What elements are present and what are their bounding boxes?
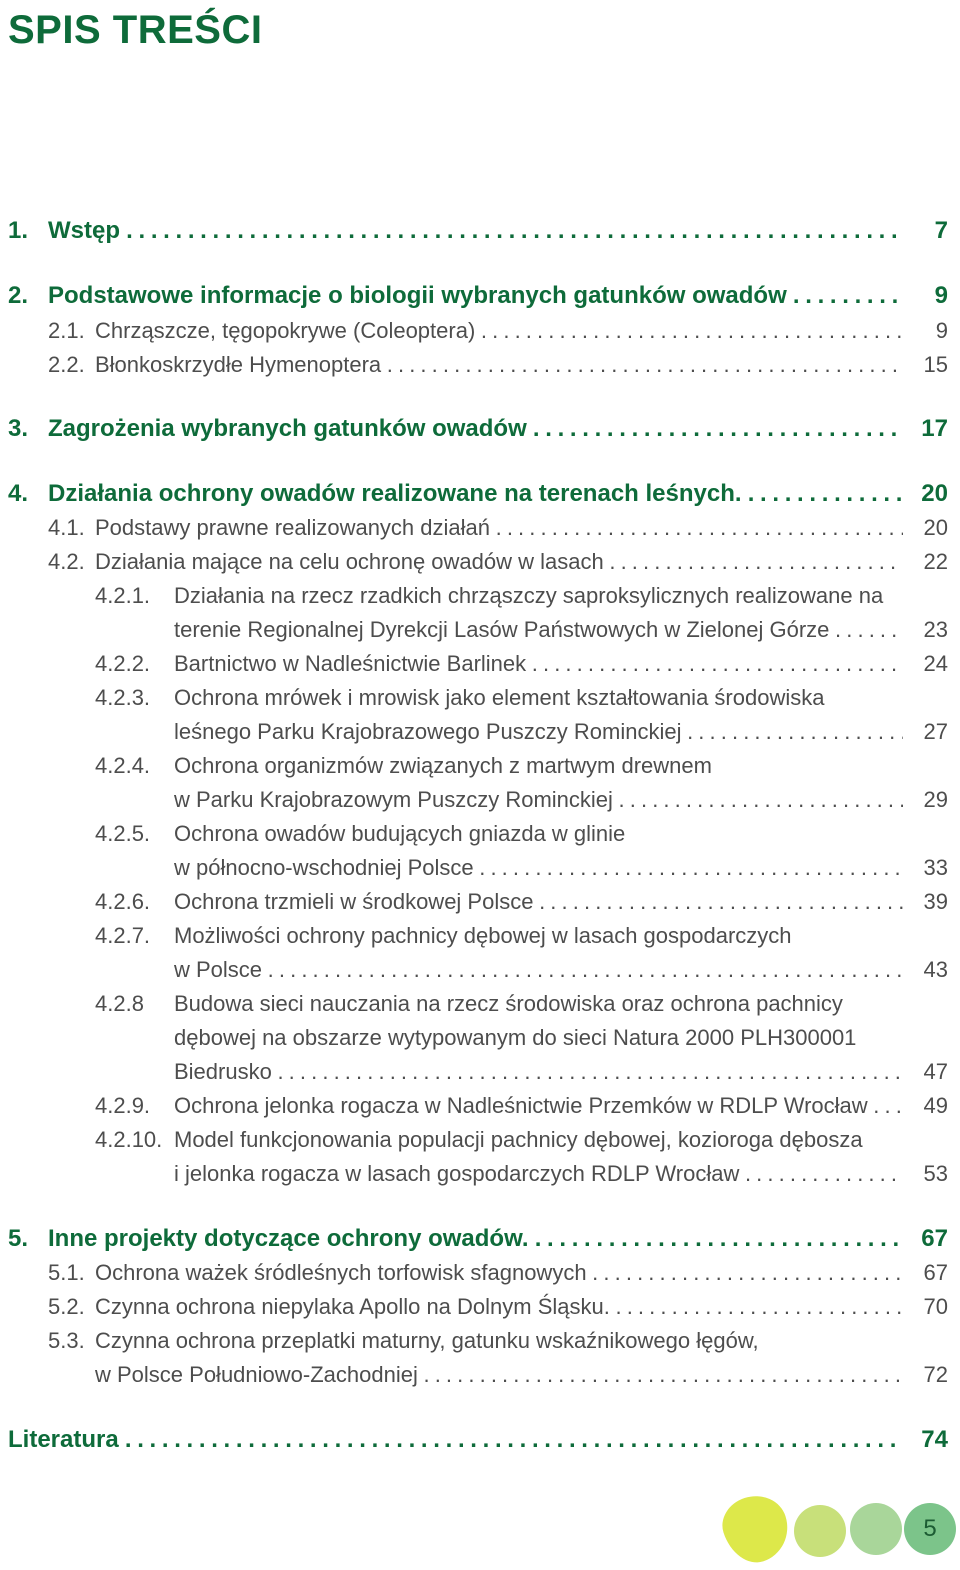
toc-page: 27 [923,719,948,744]
toc-entry-5-3[interactable] [0,1324,960,1358]
toc-number: 2.1. [48,318,85,343]
toc-entry-4[interactable] [0,477,960,511]
toc-page: 9 [934,282,948,309]
toc-page: 70 [923,1294,948,1319]
toc-title-line: w północno-wschodniej Polsce . . . [174,851,903,885]
toc-number: 5.3. [48,1328,85,1353]
toc-title-line: Model funkcjonowania populacji pachnicy dębowej, kozioroga dębosza [174,1127,863,1152]
toc-number: 4. [8,480,29,507]
toc-entry-4-2-1[interactable] [0,579,960,613]
toc-page: 53 [923,1161,948,1186]
toc-number: 4.2.4. [95,753,151,778]
toc-page: 22 [923,549,948,574]
toc-title: Ochrona trzmieli w środkowej Polsce . . . [174,885,903,919]
toc-title: Chrząszcze, tęgopokrywe (Coleoptera) . . . [95,314,903,348]
toc-page: 74 [921,1426,948,1453]
toc-title: Zagrożenia wybranych gatunków owadów . . . [48,412,903,446]
toc-entry-4-2[interactable] [0,545,960,579]
toc-title: Literatura . . . [8,1423,903,1457]
toc-number: 4.1. [48,515,85,540]
toc-entry-4-2-8-cont2[interactable] [0,1055,960,1089]
toc-title-line: Ochrona organizmów związanych z martwym drewnem [174,753,712,778]
toc-entry-5[interactable] [0,1222,960,1256]
toc-title: Bartnictwo w Nadleśnictwie Barlinek . . . [174,647,903,681]
toc-number: 5.1. [48,1260,85,1285]
toc-page: 72 [923,1362,948,1387]
toc-title: Działania mające na celu ochronę owadów w lasach . . . [95,545,903,579]
toc-page: 9 [935,318,948,343]
toc-number: 2.2. [48,352,85,377]
toc-page: 43 [923,957,948,982]
toc-number: 4.2.10. [95,1127,163,1152]
toc-page: 67 [923,1260,948,1285]
toc-page: 47 [923,1059,948,1084]
toc-number: 2. [8,282,29,309]
toc-number: 5. [8,1225,29,1252]
toc-title: Inne projekty dotyczące ochrony owadów. . . . [48,1222,903,1256]
toc-entry-5-3-cont[interactable] [0,1358,960,1392]
toc-number: 5.2. [48,1294,85,1319]
toc-title-line: w Polsce . . . [174,953,903,987]
toc-entry-4-2-3-cont[interactable] [0,715,960,749]
toc-entry-4-2-4[interactable] [0,749,960,783]
toc-number: 4.2.9. [95,1093,151,1118]
toc-page: 33 [923,855,948,880]
toc-entry-2-2[interactable] [0,348,960,382]
toc-page: 39 [923,889,948,914]
toc-page: 24 [923,651,948,676]
page-number: 5 [904,1503,956,1555]
toc-entry-4-2-5-cont[interactable] [0,851,960,885]
toc-entry-4-2-7-cont[interactable] [0,953,960,987]
toc-title-line: terenie Regionalnej Dyrekcji Lasów Państwowych w Zielonej Górze . . . [174,613,903,647]
toc-entry-4-1[interactable] [0,511,960,545]
toc-number: 4.2.7. [95,923,151,948]
toc-title-line: w Polsce Południowo-Zachodniej . . . [95,1358,903,1392]
toc-title: Działania ochrony owadów realizowane na terenach leśnych. . . . [48,477,903,511]
toc-entry-literatura[interactable] [0,1423,960,1457]
toc-entry-5-1[interactable] [0,1256,960,1290]
toc-entry-2[interactable] [0,279,960,313]
toc-entry-1[interactable] [0,214,960,248]
toc-title-line: Ochrona owadów budujących gniazda w glinie [174,821,626,846]
toc-entry-4-2-4-cont[interactable] [0,783,960,817]
toc-title: Wstęp . . . [48,214,903,248]
decorative-circle [794,1505,846,1557]
toc-title: Ochrona jelonka rogacza w Nadleśnictwie Przemków w RDLP Wrocław . . . [174,1089,903,1123]
toc-entry-4-2-10-cont[interactable] [0,1157,960,1191]
toc-entry-4-2-8[interactable] [0,987,960,1021]
toc-title-line: Możliwości ochrony pachnicy dębowej w lasach gospodarczych [174,923,792,948]
decorative-circle [850,1503,902,1555]
toc-entry-4-2-6[interactable] [0,885,960,919]
toc-entry-4-2-10[interactable] [0,1123,960,1157]
toc-number: 4.2.5. [95,821,151,846]
toc-title-line: Ochrona mrówek i mrowisk jako element kształtowania środowiska [174,685,825,710]
toc-number: 4.2.8 [95,991,144,1016]
toc-page: 15 [923,352,948,377]
toc-page: 23 [923,617,948,642]
toc-number: 1. [8,217,29,244]
page-title: SPIS TREŚCI [8,8,263,52]
toc-number: 4.2.3. [95,685,151,710]
toc-entry-4-2-9[interactable] [0,1089,960,1123]
toc-entry-2-1[interactable] [0,314,960,348]
toc-number: 4.2. [48,549,85,574]
toc-title-line: Działania na rzecz rzadkich chrząszczy saproksylicznych realizowane na [174,583,884,608]
toc-title: Ochrona ważek śródleśnych torfowisk sfagnowych . . . [95,1256,903,1290]
toc-page: 7 [934,217,948,244]
toc-title-line: Biedrusko . . . [174,1055,903,1089]
toc-entry-4-2-1-cont[interactable] [0,613,960,647]
toc-entry-3[interactable] [0,412,960,446]
toc-entry-4-2-5[interactable] [0,817,960,851]
toc-page: 49 [923,1093,948,1118]
toc-number: 4.2.1. [95,583,151,608]
toc-title-line: dębowej na obszarze wytypowanym do sieci Natura 2000 PLH300001 [174,1025,857,1050]
toc-title-line: leśnego Parku Krajobrazowego Puszczy Rominckiej . . . [174,715,903,749]
toc-entry-4-2-2[interactable] [0,647,960,681]
toc-page: 29 [923,787,948,812]
toc-number: 4.2.2. [95,651,151,676]
toc-title-line: Budowa sieci nauczania na rzecz środowiska oraz ochrona pachnicy [174,991,843,1016]
toc-entry-4-2-3[interactable] [0,681,960,715]
toc-entry-4-2-7[interactable] [0,919,960,953]
toc-title-line: i jelonka rogacza w lasach gospodarczych RDLP Wrocław . . . [174,1157,903,1191]
toc-entry-5-2[interactable] [0,1290,960,1324]
toc-number: 4.2.6. [95,889,151,914]
toc-number: 3. [8,415,29,442]
toc-title-line: Czynna ochrona przeplatki maturny, gatunku wskaźnikowego łęgów, [95,1328,759,1353]
toc-title: Czynna ochrona niepylaka Apollo na Dolnym Śląsku. . . . [95,1290,903,1324]
toc-page: 20 [921,480,948,507]
toc-entry-4-2-8-cont[interactable] [0,1021,960,1055]
toc-title: Podstawowe informacje o biologii wybranych gatunków owadów . . . [48,279,903,313]
toc-title: Błonkoskrzydłe Hymenoptera . . . [95,348,903,382]
toc-title: Podstawy prawne realizowanych działań . . . [95,511,903,545]
toc-page: 20 [923,515,948,540]
toc-title-line: w Parku Krajobrazowym Puszczy Rominckiej . . . [174,783,903,817]
toc-page: 17 [921,415,948,442]
toc-page: 67 [921,1225,948,1252]
